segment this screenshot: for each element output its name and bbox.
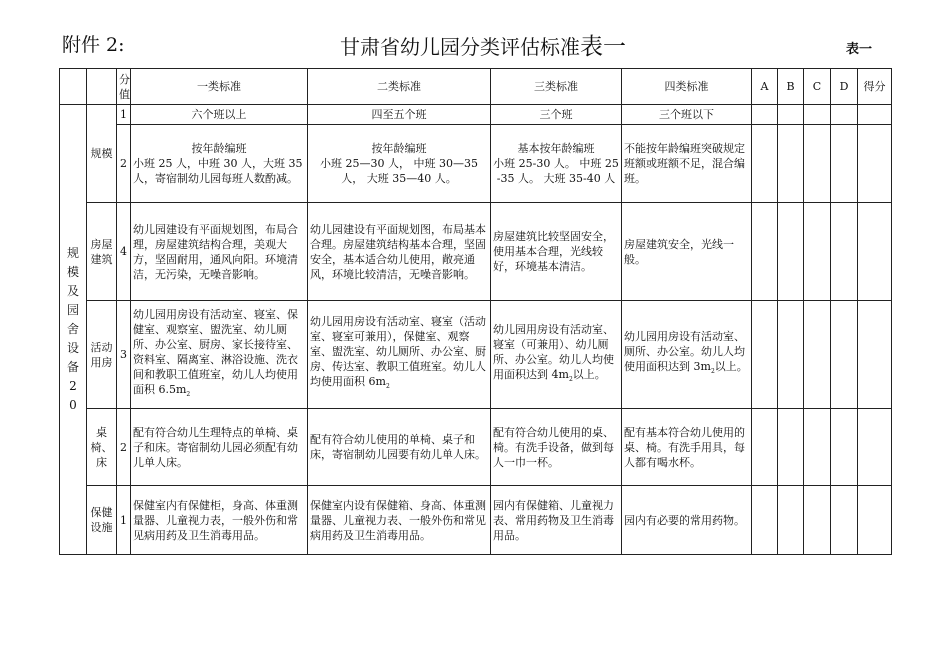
class4-cell: 房屋建筑安全，光线一般。: [622, 203, 752, 301]
score-cell: 4: [117, 203, 131, 301]
header-d: D: [831, 69, 858, 105]
unit-superscript: 2: [385, 383, 390, 391]
table-row: [60, 301, 892, 409]
table-number: 表一: [846, 42, 873, 57]
item-label-scale: 规模: [87, 105, 117, 203]
header-score-value: 分值: [117, 69, 131, 105]
score-cell: 2: [117, 125, 131, 203]
grade-a-cell: [752, 409, 778, 486]
class1-heading: 按年龄编班: [191, 142, 247, 155]
annex-label: 附件 2:: [62, 34, 125, 56]
score-result-cell: [858, 203, 892, 301]
class2-cell: 配有符合幼儿使用的单椅、桌子和床，寄宿制幼儿园要有幼儿单人床。: [308, 409, 491, 486]
table-row: [60, 486, 892, 555]
grade-d-cell: [831, 486, 858, 555]
grade-d-cell: [831, 105, 858, 125]
class4-text: 幼儿园用房设有活动室、厕所、办公室。幼儿人均使用面积达到 3m: [624, 330, 745, 374]
class2-cell: 四至五个班: [308, 105, 491, 125]
grade-a-cell: [752, 105, 778, 125]
item-label-building: 房屋建筑: [87, 203, 117, 301]
item-label-furniture: 桌椅、床: [87, 409, 117, 486]
grade-b-cell: [778, 409, 804, 486]
grade-a-cell: [752, 125, 778, 203]
unit-superscript: 2: [568, 376, 573, 384]
grade-c-cell: [804, 486, 831, 555]
class3-cell: [491, 301, 622, 409]
page-title: [340, 28, 626, 61]
score-result-cell: [858, 301, 892, 409]
grade-d-cell: [831, 301, 858, 409]
header-a: A: [752, 69, 778, 105]
category-cell: [60, 105, 87, 555]
grade-a-cell: [752, 203, 778, 301]
grade-b-cell: [778, 203, 804, 301]
table-header-row: [60, 69, 892, 105]
class2-cell: 保健室内设有保健箱、身高、体重测量器、儿童视力表、一般外伤和常见病用药及卫生消毒用品。: [308, 486, 491, 555]
class1-text: 小班 25 人，中班 30 人，大班 35 人，寄宿制幼儿园每班人数酌减。: [133, 157, 303, 185]
header-class4: 四类标准: [622, 69, 752, 105]
grade-a-cell: [752, 486, 778, 555]
evaluation-table: [59, 68, 892, 555]
grade-d-cell: [831, 125, 858, 203]
unit-superscript: 2: [186, 391, 191, 399]
class1-text: 幼儿园用房设有活动室、寝室、保健室、观察室、盥洗室、幼儿厕所、办公室、厨房、家长接待室、资料室、隔离室、淋浴设施、洗衣间和教职工值班室，幼儿人均使用面积 6.5m: [133, 307, 298, 396]
class2-text: 小班 25—30 人， 中班 30—35 人， 大班 35—40 人。: [320, 157, 478, 185]
class3-cell: [491, 125, 622, 203]
class4-tail: 以上。: [714, 360, 748, 374]
category-label: 规模及园舍设备20: [66, 246, 79, 412]
grade-c-cell: [804, 125, 831, 203]
class3-text: 幼儿园用房设有活动室、寝室（可兼用）、幼儿厕所、办公室。幼儿人均使用面积达到 4m: [493, 322, 614, 381]
class1-cell: 保健室内有保健柜，身高、体重测量器、儿童视力表，一般外伤和常见病用药及卫生消毒用品。: [131, 486, 308, 555]
title-main: 甘肃省幼儿园分类评估标准: [340, 35, 580, 59]
class3-tail: 以上。: [572, 367, 606, 381]
item-label-health: 保健设施: [87, 486, 117, 555]
score-result-cell: [858, 125, 892, 203]
class3-cell: 园内有保健箱、儿童视力表、常用药物及卫生消毒用品。: [491, 486, 622, 555]
grade-a-cell: [752, 301, 778, 409]
class4-cell: 园内有必要的常用药物。: [622, 486, 752, 555]
grade-b-cell: [778, 301, 804, 409]
header-blank-cell: [60, 69, 87, 105]
table-row: [60, 203, 892, 301]
class1-cell: [131, 125, 308, 203]
class2-text: 幼儿园用房设有活动室、寝室（活动室、寝室可兼用），保健室、观察室、盥洗室、幼儿厕所、办公室、厨房、传达室、教职工值班室。幼儿人均使用面积 6m: [310, 315, 486, 389]
class2-cell: [308, 301, 491, 409]
table-row: [60, 409, 892, 486]
grade-d-cell: [831, 203, 858, 301]
unit-superscript: 2: [710, 368, 715, 376]
class1-cell: [131, 301, 308, 409]
class2-cell: 幼儿园建设有平面规划图，布局基本合理。房屋建筑结构基本合理，坚固安全，基本适合幼儿使用，敞亮通风，环境比较清洁，无噪音影响。: [308, 203, 491, 301]
class1-cell: 六个班以上: [131, 105, 308, 125]
score-result-cell: [858, 409, 892, 486]
grade-c-cell: [804, 105, 831, 125]
header-class3: 三类标准: [491, 69, 622, 105]
header-score: 得分: [858, 69, 892, 105]
class4-cell: [622, 301, 752, 409]
grade-c-cell: [804, 409, 831, 486]
class1-cell: 幼儿园建设有平面规划图，布局合理，房屋建筑结构合理，美观大方，坚固耐用，通风向阳。环境清洁，无污染，无噪音影响。: [131, 203, 308, 301]
score-result-cell: [858, 486, 892, 555]
class2-heading: 按年龄编班: [371, 142, 427, 155]
table-row: [60, 125, 892, 203]
item-label-rooms: 活动用房: [87, 301, 117, 409]
grade-c-cell: [804, 301, 831, 409]
score-cell: 1: [117, 105, 131, 125]
score-cell: 2: [117, 409, 131, 486]
header-class2: 二类标准: [308, 69, 491, 105]
class3-cell: 三个班: [491, 105, 622, 125]
header-blank-cell: [87, 69, 117, 105]
class4-cell: 不能按年龄编班突破规定班额或班额不足，混合编班。: [622, 125, 752, 203]
score-cell: 3: [117, 301, 131, 409]
header-b: B: [778, 69, 804, 105]
grade-b-cell: [778, 486, 804, 555]
class3-cell: 房屋建筑比较坚固安全，使用基本合理，光线较好，环境基本清洁。: [491, 203, 622, 301]
table-row: [60, 105, 892, 125]
class3-cell: 配有符合幼儿使用的桌、椅。有洗手设备，做到每人一巾一杯。: [491, 409, 622, 486]
title-suffix: 表一: [580, 34, 626, 60]
grade-c-cell: [804, 203, 831, 301]
class3-text: 小班 25-30 人。 中班 25-35 人。 大班 35-40 人: [493, 157, 619, 185]
class4-cell: 配有基本符合幼儿使用的桌、椅。有洗手用具，每人都有喝水杯。: [622, 409, 752, 486]
score-cell: 1: [117, 486, 131, 555]
header-c: C: [804, 69, 831, 105]
class4-cell: 三个班以下: [622, 105, 752, 125]
grade-d-cell: [831, 409, 858, 486]
header-class1: 一类标准: [131, 69, 308, 105]
class1-cell: 配有符合幼儿生理特点的单椅、桌子和床。寄宿制幼儿园必须配有幼儿单人床。: [131, 409, 308, 486]
class3-heading: 基本按年龄编班: [517, 142, 595, 155]
grade-b-cell: [778, 105, 804, 125]
score-result-cell: [858, 105, 892, 125]
class2-cell: [308, 125, 491, 203]
grade-b-cell: [778, 125, 804, 203]
